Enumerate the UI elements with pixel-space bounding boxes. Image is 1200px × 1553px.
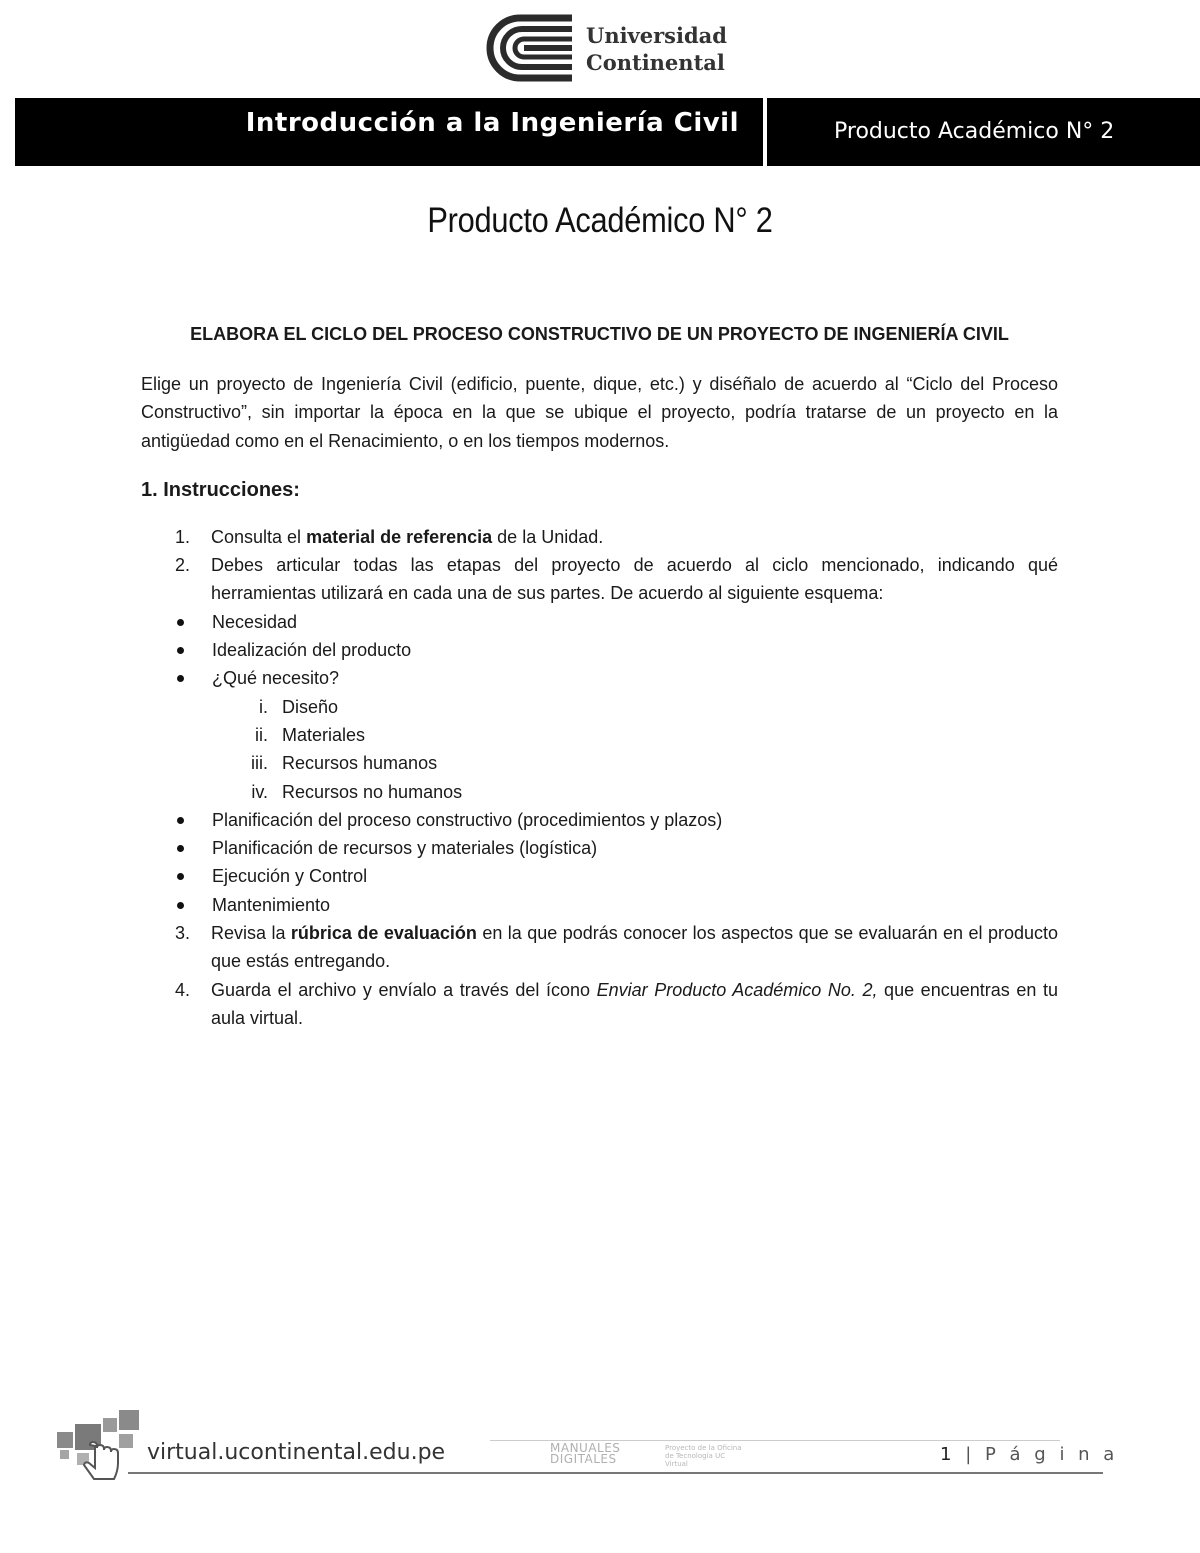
course-header-bar	[15, 98, 763, 166]
list-item	[141, 919, 1058, 976]
bullet-item: Necesidad	[141, 608, 1058, 636]
item-text: Guarda el archivo y envíalo a través del ícono	[211, 979, 597, 1000]
product-header-bar	[767, 98, 1200, 166]
item-text: Revisa la	[211, 923, 291, 944]
bullet-item: Planificación del proceso constructivo (procedimientos y plazos)	[141, 806, 1058, 834]
university-logo	[480, 14, 730, 82]
item-text: Debes articular todas las etapas del proyecto de acuerdo al ciclo mencionado, indicando qué herramientas utilizará en cada una de sus partes. De acuerdo al siguiente esquema:	[211, 555, 1058, 604]
sub-item-number: iv.	[251, 781, 268, 802]
product-label: Producto Académico N° 2	[834, 119, 1115, 144]
sub-item	[141, 693, 1058, 721]
sub-item-number: iii.	[251, 753, 268, 774]
list-item	[141, 976, 1058, 1033]
page-label: | P á g i n a	[965, 1444, 1119, 1465]
item-number: 1.	[175, 526, 191, 547]
item-text: en la que podrás conocer los aspectos que se evaluarán en el producto que estás entregando.	[211, 923, 1059, 972]
item-bold-text: material de referencia	[306, 526, 493, 547]
sub-item	[141, 749, 1058, 777]
bullet-item: Idealización del producto	[141, 636, 1058, 664]
intro-paragraph: Elige un proyecto de Ingeniería Civil (edificio, puente, dique, etc.) y diséñalo de acuerdo al “Ciclo del Proceso Constructivo”, sin importar la época en la que se ubique el proyecto, podría tratarse de un proyecto en la antigüedad como en el Renacimiento, o en los tiempos modernos.	[141, 374, 1058, 451]
item-number: 3.	[175, 923, 191, 944]
instructions-list	[141, 523, 1058, 1032]
sub-list	[141, 693, 1058, 806]
bullet-text: ¿Qué necesito?	[212, 668, 340, 689]
sub-item	[141, 721, 1058, 749]
item-bold-text: rúbrica de evaluación	[290, 923, 477, 944]
sub-item-text: Recursos no humanos	[282, 781, 463, 802]
bullet-item: Ejecución y Control	[141, 862, 1058, 890]
document-title: Producto Académico N° 2	[427, 201, 773, 240]
item-text: de la Unidad.	[492, 526, 604, 547]
list-item	[141, 523, 1058, 551]
footer-divider	[128, 1472, 1103, 1474]
logo-line-2: Continental	[586, 50, 725, 75]
course-title: Introducción a la Ingeniería Civil	[245, 108, 739, 138]
sub-item	[141, 778, 1058, 806]
page-number-value: 1	[940, 1444, 956, 1465]
document-subtitle: ELABORA EL CICLO DEL PROCESO CONSTRUCTIVO DE UN PROYECTO DE INGENIERÍA CIVIL	[190, 324, 1009, 344]
item-text: Consulta el	[211, 526, 307, 547]
logo-line-1: Universidad	[586, 23, 727, 48]
item-number: 2.	[175, 555, 191, 576]
item-number: 4.	[175, 979, 191, 1000]
sub-item-text: Diseño	[282, 696, 339, 717]
scheme-list	[141, 608, 1058, 919]
sub-item-number: i.	[259, 696, 268, 717]
digital-manuals-badge	[550, 1443, 750, 1471]
document-body	[141, 320, 1058, 1032]
page-number	[940, 1444, 1118, 1465]
badge-sub-text: Proyecto de la Oficina de Tecnología UC Virtual	[665, 1444, 742, 1468]
sub-item-text: Recursos humanos	[282, 753, 438, 774]
bullet-item	[141, 664, 1058, 805]
logo-mark-icon	[480, 14, 576, 82]
list-item	[141, 551, 1058, 919]
sub-item-text: Materiales	[282, 724, 366, 745]
section-heading: 1. Instrucciones:	[141, 478, 300, 501]
item-italic-text: Enviar Producto Académico No. 2,	[596, 979, 878, 1000]
bullet-item: Planificación de recursos y materiales (logística)	[141, 834, 1058, 862]
bullet-item: Mantenimiento	[141, 891, 1058, 919]
sub-item-number: ii.	[255, 724, 268, 745]
badge-main-text: MANUALES DIGITALES	[550, 1441, 621, 1466]
logo-text	[586, 22, 727, 76]
item-text: que encuentras en tu aula virtual.	[211, 979, 1058, 1028]
footer-url: virtual.ucontinental.edu.pe	[147, 1440, 446, 1465]
